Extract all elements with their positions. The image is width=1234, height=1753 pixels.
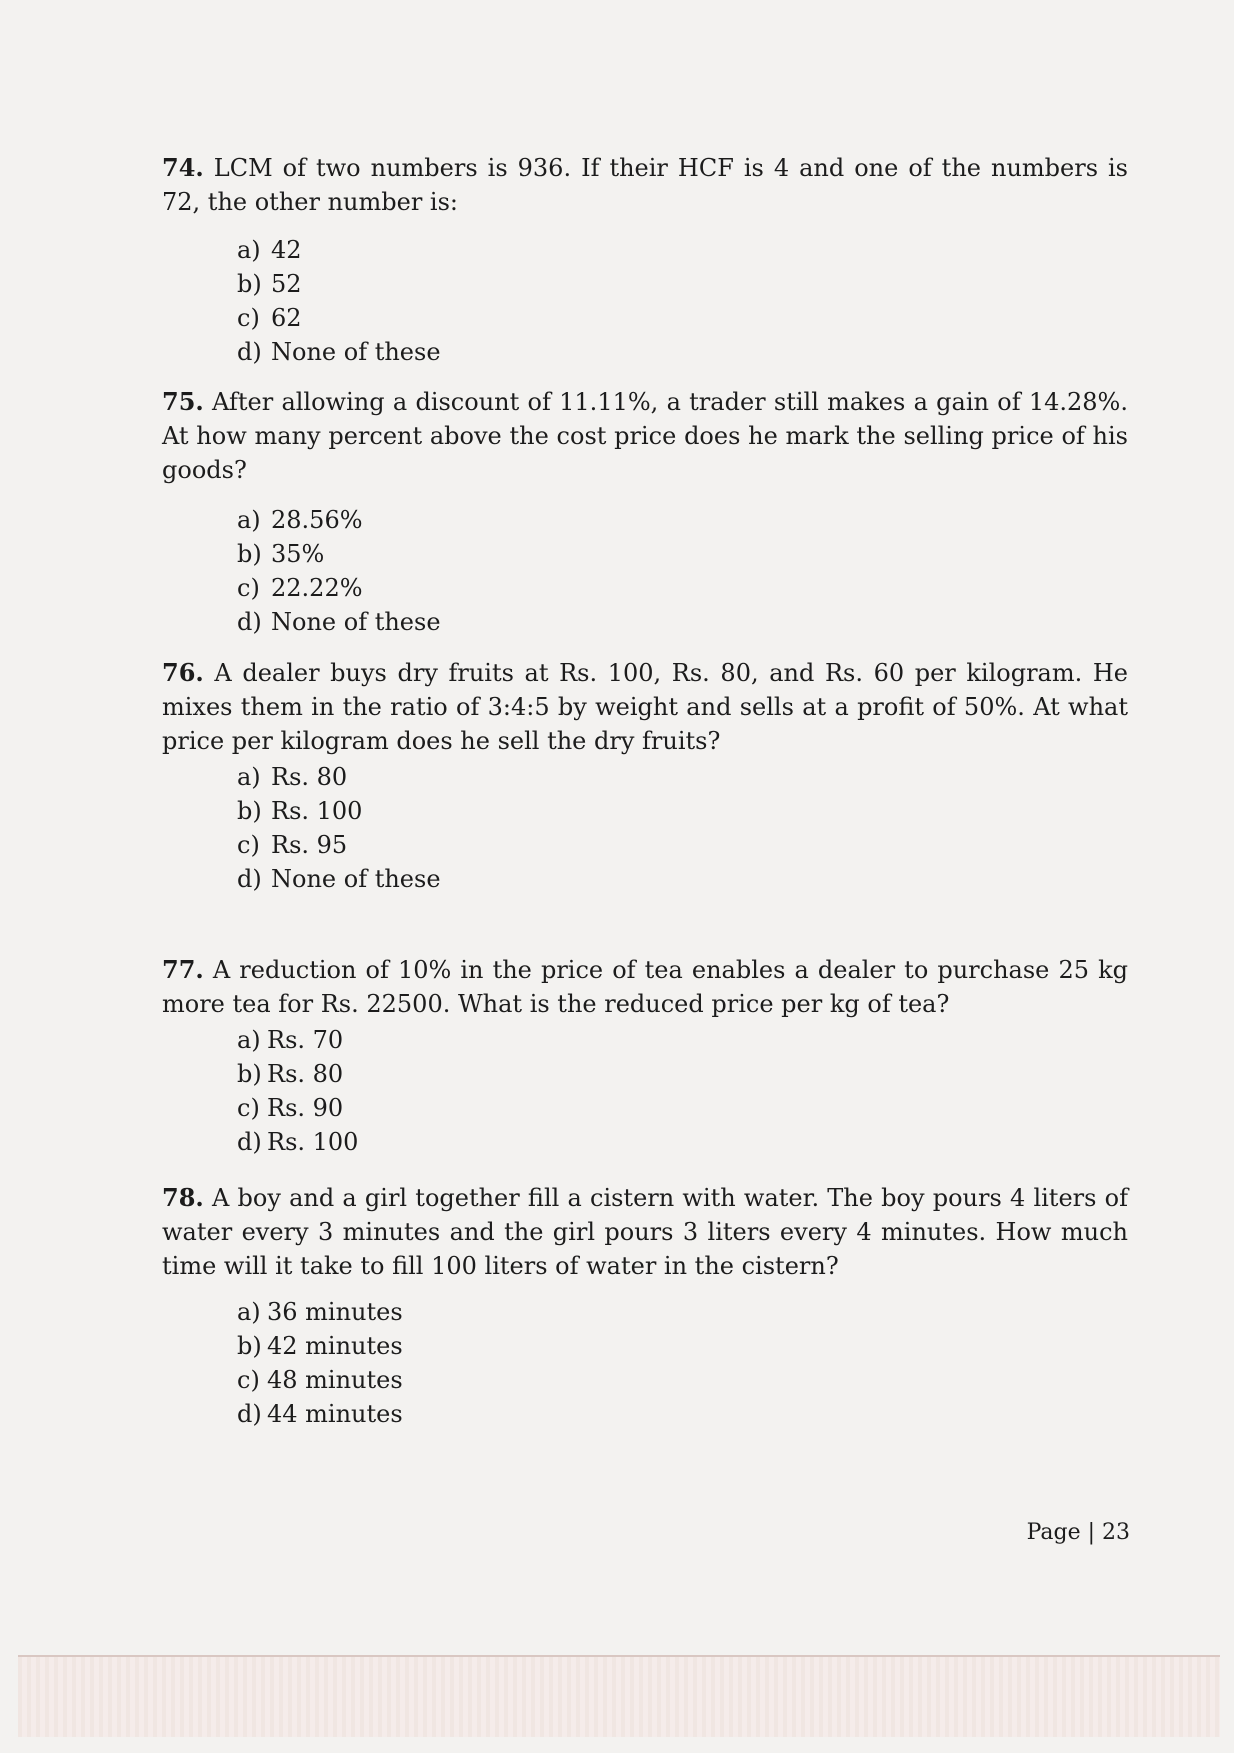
option-letter: d) bbox=[237, 1128, 262, 1156]
option-text: None of these bbox=[271, 608, 441, 636]
question-stem bbox=[162, 151, 1128, 219]
option-item bbox=[237, 267, 441, 301]
option-letter: a) bbox=[237, 1026, 261, 1054]
option-text: 36 minutes bbox=[267, 1298, 403, 1326]
question-text: After allowing a discount of 11.11%, a trader still makes a gain of 14.28%. At how many percent above the cost price does he mark the selling price of his goods? bbox=[162, 388, 1128, 484]
option-text: Rs. 95 bbox=[271, 831, 348, 859]
question-stem bbox=[162, 385, 1128, 487]
option-item bbox=[237, 828, 441, 862]
option-text: 42 minutes bbox=[267, 1332, 403, 1360]
option-item bbox=[237, 1057, 358, 1091]
question-number: 77. bbox=[162, 955, 204, 984]
options-list bbox=[237, 1295, 403, 1431]
question-74 bbox=[162, 151, 1129, 366]
options-list bbox=[237, 1023, 358, 1159]
question-number: 78. bbox=[162, 1183, 204, 1212]
option-item bbox=[237, 605, 441, 639]
option-letter: a) bbox=[237, 763, 261, 791]
option-item bbox=[237, 1329, 403, 1363]
question-77 bbox=[162, 953, 1128, 1156]
option-text: 42 bbox=[271, 236, 302, 264]
option-letter: c) bbox=[237, 1366, 260, 1394]
question-76 bbox=[162, 656, 1128, 893]
option-letter: b) bbox=[237, 1060, 262, 1088]
options-list bbox=[237, 503, 441, 639]
option-letter: b) bbox=[237, 270, 262, 298]
option-text: Rs. 100 bbox=[267, 1128, 359, 1156]
question-number: 76. bbox=[162, 658, 204, 687]
option-item bbox=[237, 794, 441, 828]
option-text: 62 bbox=[271, 304, 302, 332]
option-letter: d) bbox=[237, 338, 262, 366]
option-item bbox=[237, 571, 441, 605]
options-list bbox=[237, 760, 441, 896]
question-text: LCM of two numbers is 936. If their HCF is 4 and one of the numbers is 72, the other number is: bbox=[162, 154, 1129, 216]
option-text: 22.22% bbox=[271, 574, 363, 602]
option-item bbox=[237, 537, 441, 571]
option-item bbox=[237, 503, 441, 537]
option-text: 28.56% bbox=[271, 506, 363, 534]
option-letter: a) bbox=[237, 1298, 261, 1326]
option-letter: b) bbox=[237, 540, 262, 568]
option-text: None of these bbox=[271, 865, 441, 893]
question-stem bbox=[162, 1181, 1128, 1283]
option-text: 44 minutes bbox=[267, 1400, 403, 1428]
option-item bbox=[237, 1397, 403, 1431]
option-letter: c) bbox=[237, 304, 260, 332]
option-letter: d) bbox=[237, 865, 262, 893]
option-item bbox=[237, 1363, 403, 1397]
option-text: Rs. 70 bbox=[267, 1026, 344, 1054]
option-letter: d) bbox=[237, 608, 262, 636]
option-item bbox=[237, 335, 441, 369]
question-text: A boy and a girl together fill a cistern with water. The boy pours 4 liters of water every 3 minutes and the girl pours 3 liters every 4 minutes. How much time will it take to fill 100 liters of water in the cistern? bbox=[162, 1184, 1128, 1280]
option-item bbox=[237, 233, 441, 267]
option-letter: a) bbox=[237, 236, 261, 264]
option-item bbox=[237, 1091, 358, 1125]
option-item bbox=[237, 760, 441, 794]
question-75 bbox=[162, 385, 1128, 636]
option-letter: a) bbox=[237, 506, 261, 534]
question-number: 74. bbox=[162, 153, 204, 182]
option-letter: c) bbox=[237, 574, 260, 602]
question-text: A dealer buys dry fruits at Rs. 100, Rs. 80, and Rs. 60 per kilogram. He mixes them in the ratio of 3:4:5 by weight and sells at a profit of 50%. At what price per kilogram does he sell the dry fruits? bbox=[162, 659, 1128, 755]
option-letter: c) bbox=[237, 1094, 260, 1122]
option-text: Rs. 80 bbox=[267, 1060, 344, 1088]
option-text: Rs. 80 bbox=[271, 763, 348, 791]
question-78 bbox=[162, 1181, 1128, 1428]
option-item bbox=[237, 862, 441, 896]
question-stem bbox=[162, 953, 1128, 1021]
option-text: 48 minutes bbox=[267, 1366, 403, 1394]
option-text: Rs. 90 bbox=[267, 1094, 344, 1122]
option-text: 35% bbox=[271, 540, 325, 568]
question-stem bbox=[162, 656, 1128, 758]
scan-bottom-edge bbox=[18, 1655, 1220, 1737]
option-item bbox=[237, 1295, 403, 1329]
option-text: Rs. 100 bbox=[271, 797, 363, 825]
option-letter: d) bbox=[237, 1400, 262, 1428]
question-text: A reduction of 10% in the price of tea enables a dealer to purchase 25 kg more tea for Rs. 22500. What is the reduced price per kg of tea? bbox=[162, 956, 1128, 1018]
option-item bbox=[237, 301, 441, 335]
option-item bbox=[237, 1125, 358, 1159]
option-text: None of these bbox=[271, 338, 441, 366]
option-item bbox=[237, 1023, 358, 1057]
option-letter: b) bbox=[237, 1332, 262, 1360]
options-list bbox=[237, 233, 441, 369]
option-letter: b) bbox=[237, 797, 262, 825]
question-number: 75. bbox=[162, 387, 204, 416]
option-text: 52 bbox=[271, 270, 302, 298]
option-letter: c) bbox=[237, 831, 260, 859]
page-number: Page | 23 bbox=[1026, 1520, 1130, 1545]
